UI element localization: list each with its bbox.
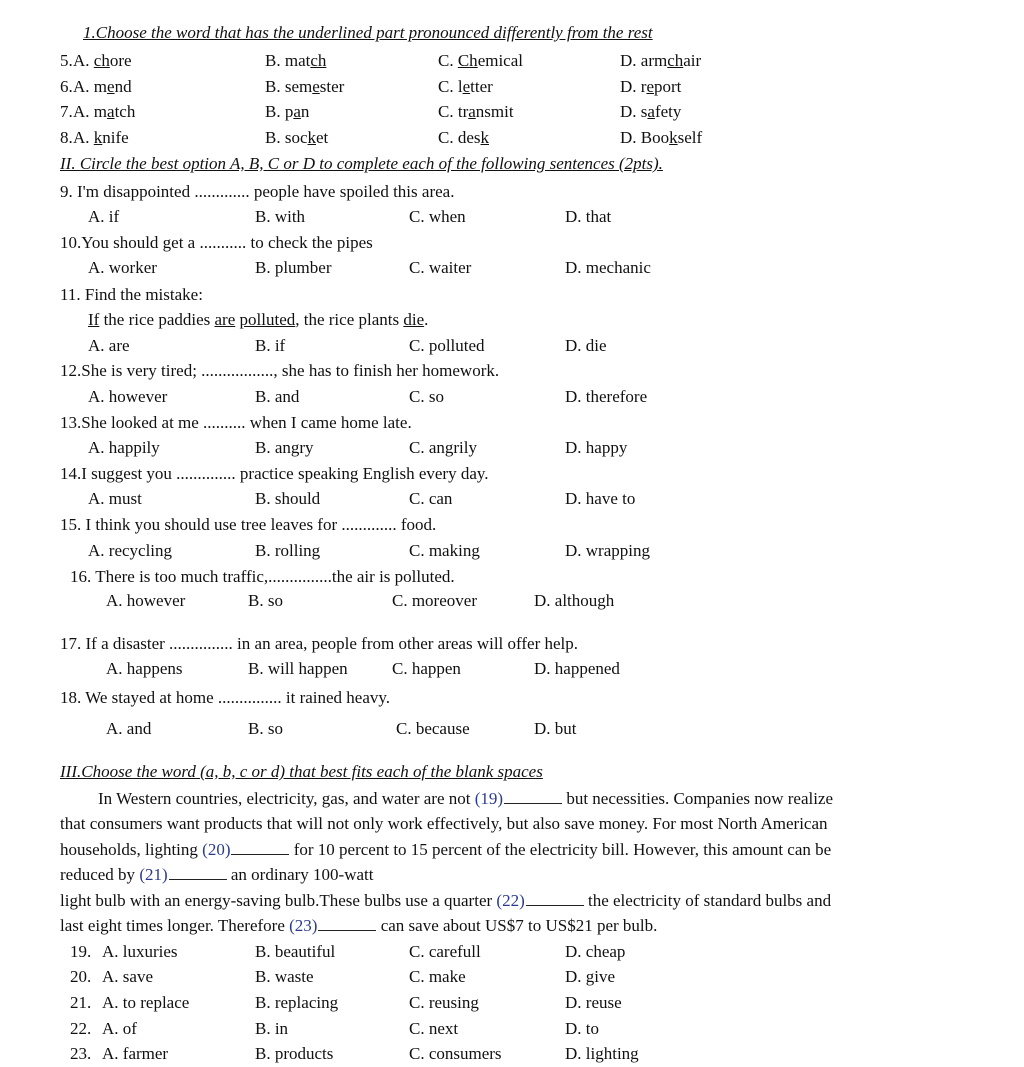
q13-option-a[interactable]: A. happily: [88, 438, 160, 457]
answer-option[interactable]: A. of: [102, 1019, 137, 1038]
word-part: l: [457, 77, 463, 96]
answer-option[interactable]: D. give: [565, 967, 616, 986]
word-part: fety: [654, 102, 682, 121]
passage-line-6: [60, 915, 657, 937]
answer-option[interactable]: C. carefull: [409, 942, 481, 961]
pronunciation-option[interactable]: [73, 127, 129, 149]
q17-option-a[interactable]: A. happens: [106, 659, 183, 678]
blank-22-line: [526, 891, 584, 906]
q11-word-polluted: polluted: [239, 310, 296, 329]
passage-text: an ordinary 100-watt: [226, 865, 374, 884]
underlined-part: ch: [667, 51, 684, 70]
pronunciation-option[interactable]: [265, 50, 326, 72]
q11-word-if: If: [88, 310, 100, 329]
answer-number: 22.: [70, 1019, 92, 1038]
answer-option[interactable]: B. waste: [255, 967, 314, 986]
word-part: nd: [114, 77, 132, 96]
word-part: et: [316, 128, 329, 147]
word-part: C.: [438, 128, 458, 147]
word-part: m: [93, 77, 108, 96]
word-part: tter: [470, 77, 493, 96]
word-part: A.: [73, 102, 94, 121]
q16-option-a[interactable]: A. however: [106, 591, 186, 610]
word-part: n: [300, 102, 310, 121]
underlined-part: ch: [310, 51, 327, 70]
blank-20-line: [231, 840, 289, 855]
q11-word-die: die: [403, 310, 425, 329]
answer-option[interactable]: C. consumers: [409, 1044, 502, 1063]
q11-option-a[interactable]: A. are: [88, 336, 130, 355]
answer-option[interactable]: D. cheap: [565, 942, 626, 961]
q15-option-a[interactable]: A. recycling: [88, 541, 173, 560]
answer-option[interactable]: A. save: [102, 967, 153, 986]
q12-option-a[interactable]: A. however: [88, 387, 168, 406]
passage-text: can save about US$7 to US$21 per bulb.: [376, 916, 658, 935]
question-16-stem: 16. There is too much traffic,...............the air is polluted.: [70, 567, 455, 586]
q9-option-a[interactable]: A. if: [88, 207, 120, 226]
q15-option-c[interactable]: C. making: [409, 541, 480, 560]
question-14-stem: 14.I suggest you .............. practice speaking English every day.: [60, 464, 489, 483]
q11-text: , the rice plants: [295, 310, 404, 329]
q9-option-d[interactable]: D. that: [565, 207, 612, 226]
pronunciation-option[interactable]: [73, 50, 132, 72]
q13-option-d[interactable]: D. happy: [565, 438, 628, 457]
q13-option-c[interactable]: C. angrily: [409, 438, 477, 457]
q9-option-c[interactable]: C. when: [409, 207, 466, 226]
word-part: m: [93, 102, 108, 121]
word-part: sem: [284, 77, 313, 96]
blank-19[interactable]: (19): [474, 789, 504, 808]
q10-option-b[interactable]: B. plumber: [255, 258, 332, 277]
q10-option-d[interactable]: D. mechanic: [565, 258, 651, 277]
underlined-part: e: [312, 77, 320, 96]
section2-heading: II. Circle the best option A, B, C or D to complete each of the following sentences (2pts).: [60, 154, 663, 173]
passage-line-1: [98, 788, 833, 810]
blank-20[interactable]: (20): [202, 840, 231, 859]
word-part: A.: [73, 51, 94, 70]
underlined-part: ch: [93, 51, 110, 70]
q12-option-d[interactable]: D. therefore: [565, 387, 648, 406]
answer-number: 21.: [70, 993, 92, 1012]
underlined-part: e: [107, 77, 115, 96]
underlined-part: k: [93, 128, 103, 147]
answer-option[interactable]: B. in: [255, 1019, 289, 1038]
q17-option-d[interactable]: D. happened: [534, 659, 620, 678]
word-part: mat: [284, 51, 311, 70]
word-part: arm: [640, 51, 668, 70]
q14-option-d[interactable]: D. have to: [565, 489, 636, 508]
word-part: Boo: [640, 128, 670, 147]
blank-19-line: [504, 789, 562, 804]
answer-option[interactable]: C. next: [409, 1019, 459, 1038]
blank-21[interactable]: (21): [139, 865, 168, 884]
word-part: nife: [102, 128, 129, 147]
word-part: B.: [265, 51, 285, 70]
pronunciation-option[interactable]: [73, 101, 135, 123]
word-part: tch: [114, 102, 136, 121]
word-part: A.: [73, 128, 94, 147]
q11-sentence: [88, 309, 428, 331]
q13-option-b[interactable]: B. angry: [255, 438, 314, 457]
question-number: 7.: [60, 102, 73, 121]
question-13-stem: 13.She looked at me .......... when I came home late.: [60, 413, 412, 432]
pronunciation-option[interactable]: [438, 127, 489, 149]
passage-line-5: [60, 890, 831, 912]
pronunciation-option[interactable]: [438, 76, 493, 98]
word-part: C.: [438, 102, 458, 121]
passage-text: households, lighting: [60, 840, 203, 859]
word-part: soc: [284, 128, 308, 147]
q12-option-c[interactable]: C. so: [409, 387, 444, 406]
pronunciation-option[interactable]: [620, 50, 701, 72]
passage-line-3: [60, 839, 831, 861]
question-9-stem: 9. I'm disappointed ............. people have spoiled this area.: [60, 182, 455, 201]
word-part: des: [457, 128, 481, 147]
answer-option[interactable]: A. farmer: [102, 1044, 169, 1063]
word-part: B.: [265, 102, 285, 121]
blank-22[interactable]: (22): [496, 891, 525, 910]
q18-option-b[interactable]: B. so: [248, 719, 283, 738]
q9-option-b[interactable]: B. with: [255, 207, 306, 226]
q10-option-a[interactable]: A. worker: [88, 258, 157, 277]
answer-option[interactable]: D. to: [565, 1019, 599, 1038]
q11-text: .: [424, 310, 429, 329]
q18-option-c[interactable]: C. because: [396, 719, 470, 738]
q18-option-a[interactable]: A. and: [106, 719, 152, 738]
passage-line-2: that consumers want products that will not only work effectively, but also save money. For most North American: [60, 814, 828, 833]
word-part: D.: [620, 77, 641, 96]
q11-option-b[interactable]: B. if: [255, 336, 286, 355]
answer-option[interactable]: A. to replace: [102, 993, 190, 1012]
blank-23[interactable]: (23): [289, 916, 318, 935]
underlined-part: a: [468, 102, 476, 121]
passage-text: last eight times longer. Therefore: [60, 916, 290, 935]
underlined-part: k: [307, 128, 317, 147]
question-11-stem: 11. Find the mistake:: [60, 285, 203, 304]
answer-option[interactable]: D. lighting: [565, 1044, 639, 1063]
pronunciation-option[interactable]: [265, 76, 344, 98]
word-part: s: [640, 102, 648, 121]
underlined-part: e: [462, 77, 471, 96]
word-part: p: [284, 102, 294, 121]
question-18-stem: 18. We stayed at home ............... it rained heavy.: [60, 688, 391, 707]
word-part: B.: [265, 128, 285, 147]
q18-option-d[interactable]: D. but: [534, 719, 577, 738]
q15-option-d[interactable]: D. wrapping: [565, 541, 650, 560]
answer-option[interactable]: B. replacing: [255, 993, 339, 1012]
word-part: D.: [620, 102, 641, 121]
blank-23-line: [318, 916, 376, 931]
pronunciation-option[interactable]: [265, 101, 309, 123]
underlined-part: a: [293, 102, 301, 121]
question-17-stem: 17. If a disaster ............... in an area, people from other areas will offer help.: [60, 634, 579, 653]
q16-option-b[interactable]: B. so: [248, 591, 283, 610]
answer-number: 23.: [70, 1044, 92, 1063]
underlined-part: k: [480, 128, 490, 147]
q16-option-c[interactable]: C. moreover: [392, 591, 477, 610]
word-part: air: [683, 51, 702, 70]
answer-option[interactable]: B. beautiful: [255, 942, 336, 961]
pronunciation-option[interactable]: [265, 127, 328, 149]
underlined-part: a: [647, 102, 655, 121]
answer-option[interactable]: A. luxuries: [102, 942, 178, 961]
blank-21-line: [169, 865, 227, 880]
answer-option[interactable]: C. reusing: [409, 993, 479, 1012]
answer-option[interactable]: C. make: [409, 967, 466, 986]
passage-text: for 10 percent to 15 percent of the electricity bill. However, this amount can be: [289, 840, 832, 859]
word-part: r: [640, 77, 647, 96]
answer-number: 19.: [70, 942, 92, 961]
answer-number: 20.: [70, 967, 92, 986]
question-number: 6.: [60, 77, 73, 96]
underlined-part: k: [669, 128, 678, 147]
q14-option-c[interactable]: C. can: [409, 489, 453, 508]
q14-option-b[interactable]: B. should: [255, 489, 321, 508]
q11-text: the rice paddies: [99, 310, 215, 329]
word-part: emical: [477, 51, 523, 70]
word-part: D.: [620, 128, 641, 147]
pronunciation-option[interactable]: [620, 101, 681, 123]
question-10-stem: 10.You should get a ........... to check the pipes: [60, 233, 373, 252]
q12-option-b[interactable]: B. and: [255, 387, 300, 406]
word-part: ster: [319, 77, 345, 96]
passage-text: but necessities. Companies now realize: [562, 789, 834, 808]
section1-heading: 1.Choose the word that has the underlined part pronounced differently from the rest: [83, 23, 653, 42]
word-part: tr: [457, 102, 469, 121]
pronunciation-option[interactable]: [438, 101, 514, 123]
q14-option-a[interactable]: A. must: [88, 489, 142, 508]
underlined-part: a: [107, 102, 115, 121]
passage-text: reduced by: [60, 865, 140, 884]
word-part: D.: [620, 51, 641, 70]
pronunciation-option[interactable]: [620, 76, 681, 98]
word-part: B.: [265, 77, 285, 96]
q17-option-b[interactable]: B. will happen: [248, 659, 348, 678]
pronunciation-option[interactable]: [620, 127, 702, 149]
word-part: nsmit: [475, 102, 514, 121]
answer-option[interactable]: B. products: [255, 1044, 334, 1063]
passage-line-4: [60, 864, 373, 886]
question-number: 5.: [60, 51, 73, 70]
word-part: C.: [438, 51, 458, 70]
q15-option-b[interactable]: B. rolling: [255, 541, 321, 560]
q16-option-d[interactable]: D. although: [534, 591, 615, 610]
word-part: ore: [109, 51, 132, 70]
word-part: port: [654, 77, 682, 96]
pronunciation-option[interactable]: [438, 50, 523, 72]
q11-option-d[interactable]: D. die: [565, 336, 607, 355]
passage-text: the electricity of standard bulbs and: [583, 891, 832, 910]
question-number: 8.: [60, 128, 73, 147]
passage-text: light bulb with an energy-saving bulb.These bulbs use a quarter: [60, 891, 497, 910]
q11-option-c[interactable]: C. polluted: [409, 336, 485, 355]
underlined-part: e: [646, 77, 654, 96]
passage-text: In Western countries, electricity, gas, and water are not: [98, 789, 475, 808]
section3-heading: III.Choose the word (a, b, c or d) that best fits each of the blank spaces: [60, 762, 543, 781]
answer-option[interactable]: D. reuse: [565, 993, 622, 1012]
pronunciation-option[interactable]: [73, 76, 132, 98]
underlined-part: Ch: [457, 51, 478, 70]
question-15-stem: 15. I think you should use tree leaves for ............. food.: [60, 515, 437, 534]
word-part: C.: [438, 77, 458, 96]
q11-word-are: are: [214, 310, 236, 329]
word-part: A.: [73, 77, 94, 96]
q17-option-c[interactable]: C. happen: [392, 659, 461, 678]
question-12-stem: 12.She is very tired; ................., she has to finish her homework.: [60, 361, 500, 380]
q10-option-c[interactable]: C. waiter: [409, 258, 472, 277]
word-part: self: [677, 128, 703, 147]
